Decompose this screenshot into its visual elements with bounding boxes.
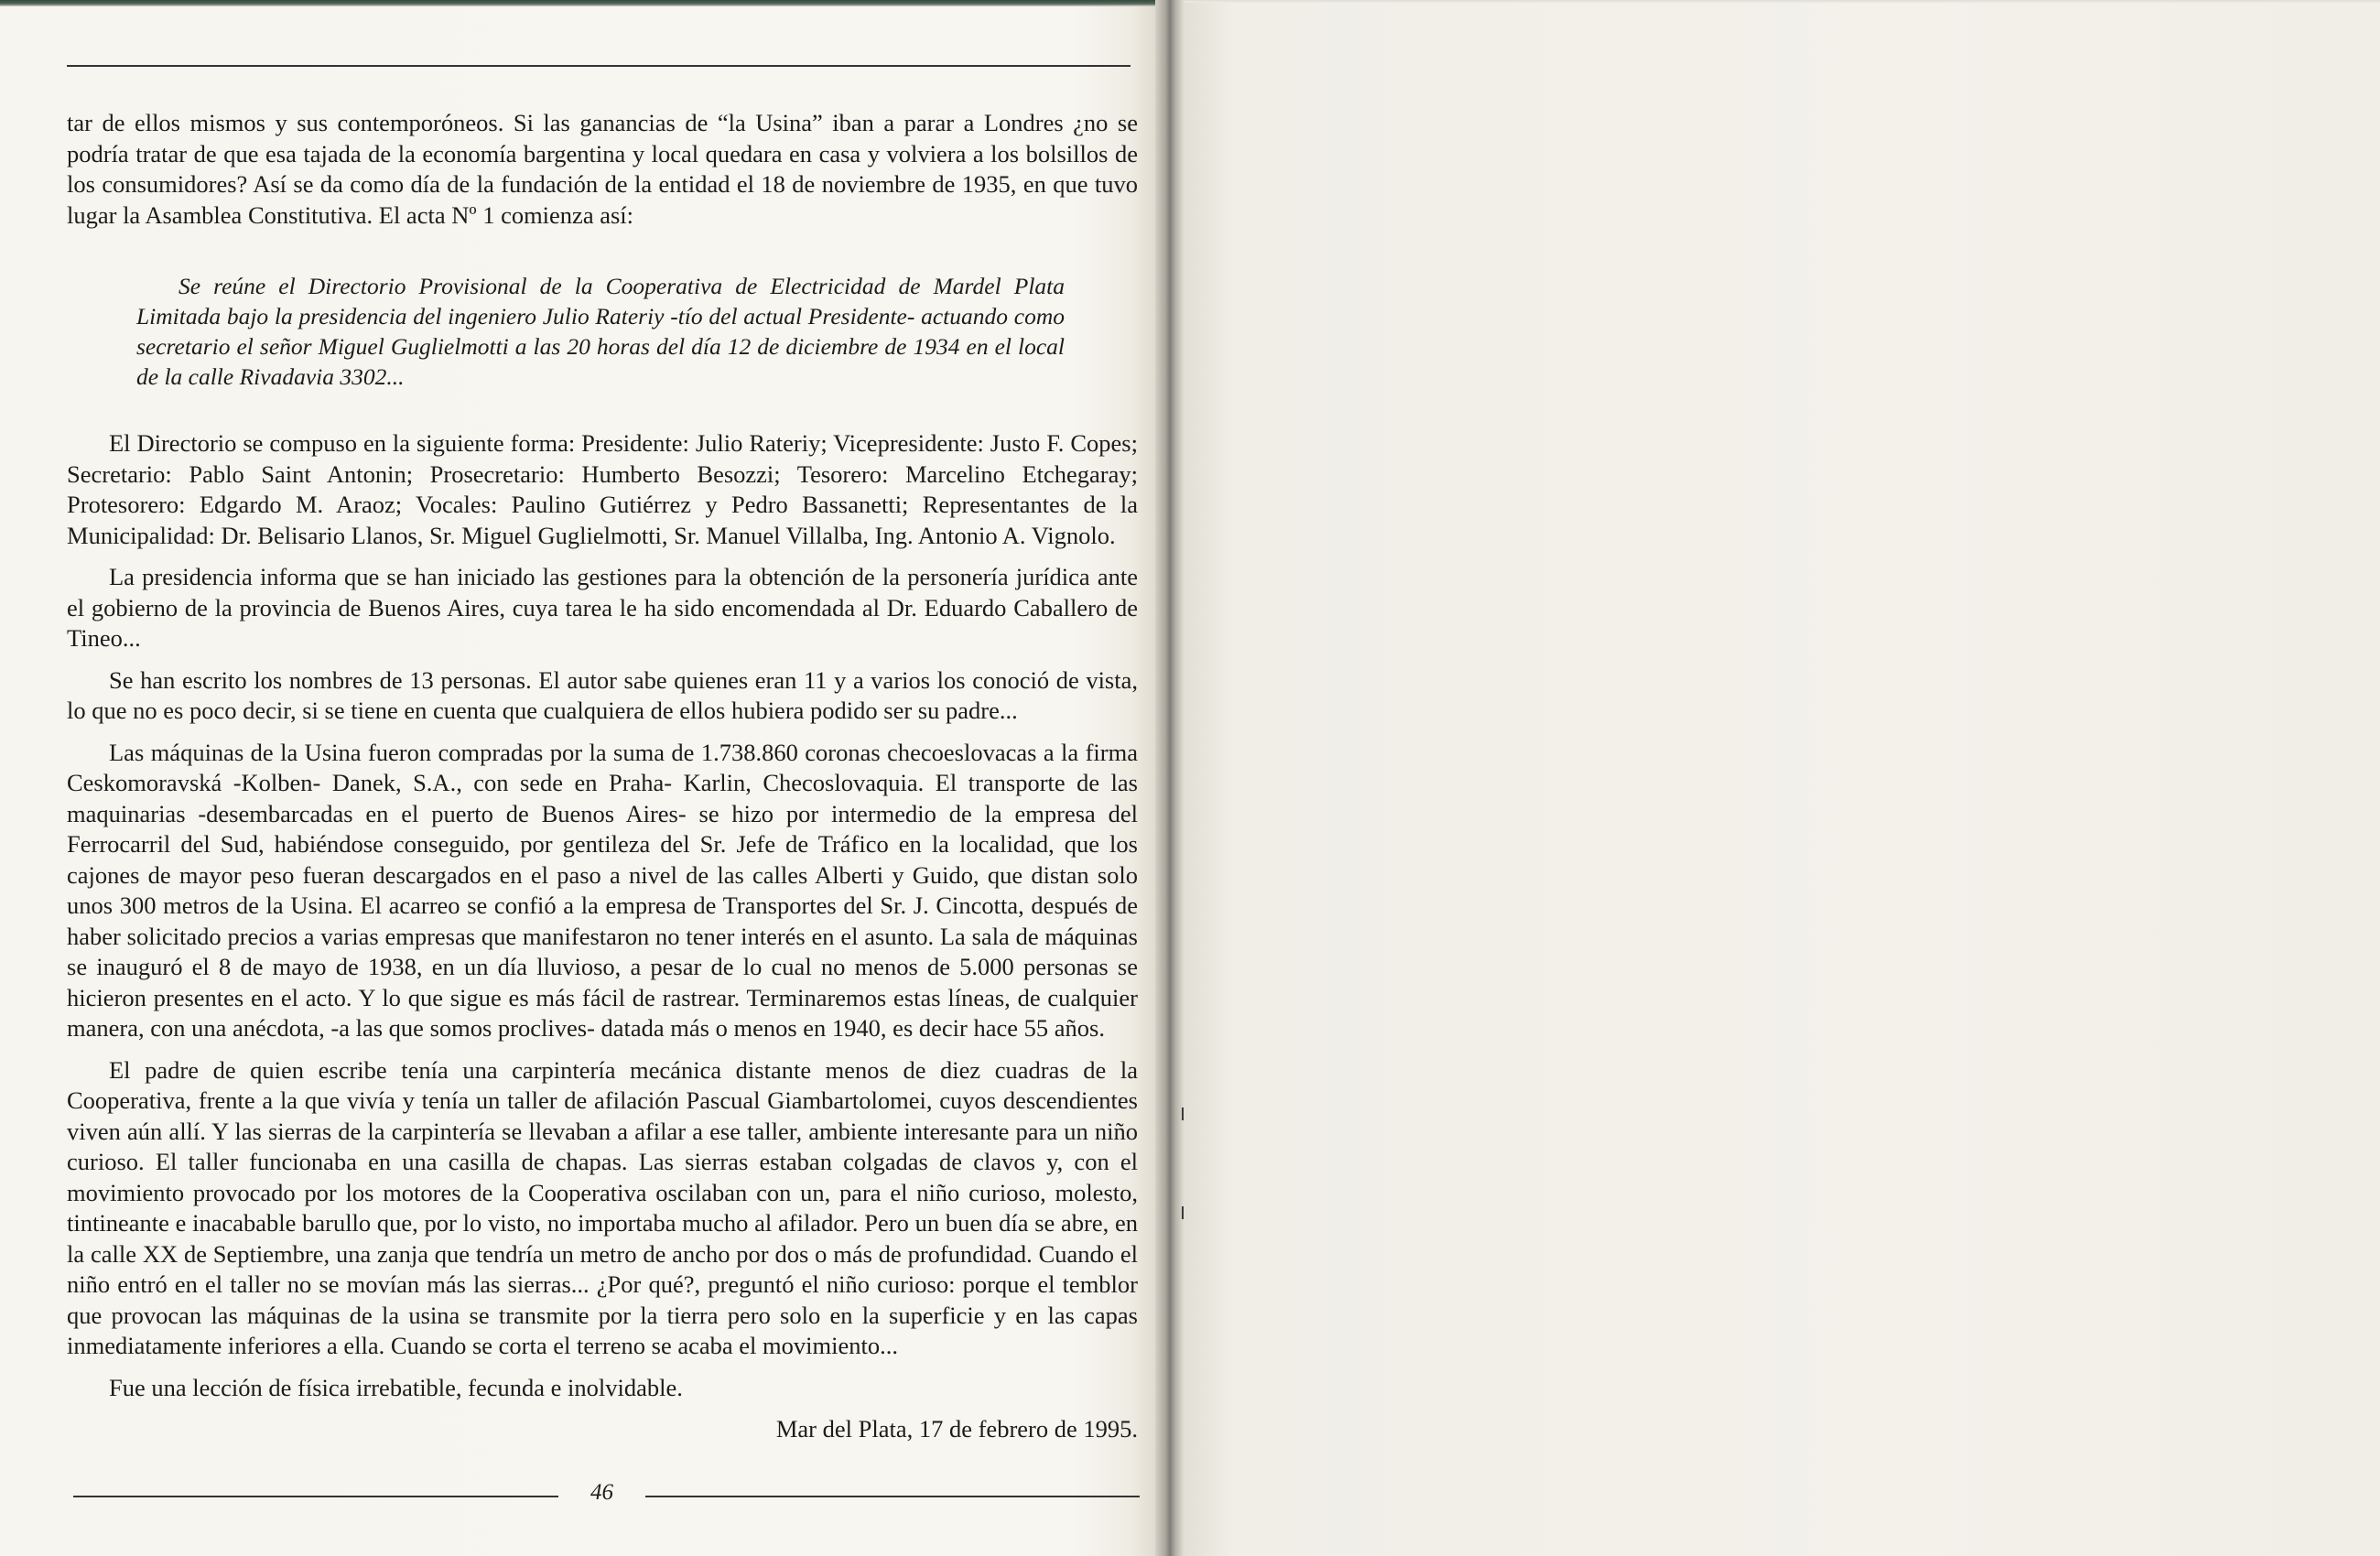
page-edge-mark xyxy=(1176,1108,1184,1120)
paragraph: Fue una lección de física irrebatible, fecunda e inolvidable. xyxy=(109,1373,683,1401)
page-edge-mark xyxy=(1176,1206,1184,1219)
dateline: Mar del Plata, 17 de febrero de 1995. xyxy=(775,1415,1138,1443)
quoted-minutes xyxy=(136,271,1065,392)
footer-rule-left xyxy=(73,1496,558,1497)
paragraph: La presidencia informa que se han iniciado las gestiones para la obtención de la personería jurídica ante el gobierno de la provincia de Buenos Aires, cuya tarea le ha sido encomendada al Dr. Eduardo Caballero de Tineo... xyxy=(67,563,1138,652)
quote-text: Se reúne el Directorio Provisional de la Cooperativa de Electricidad de Mardel Plata Limitada bajo la presidencia del ingeniero Julio Rateriy -tío del actual Presidente- actuando como secretario el señor Miguel Guglielmotti a las 20 horas del día 12 de diciembre de 1934 en el local de la calle Rivadavia 3302... xyxy=(136,273,1065,390)
page-body-text xyxy=(67,108,1138,1456)
paragraph: El Directorio se compuso en la siguiente forma: Presidente: Julio Rateriy; Vicepresidente: Justo F. Copes; Secretario: Pablo Saint Antonin; Prosecretario: Humberto Besozzi; Tesorero: Marcelino Etchegaray; Protesorero: Edgardo M. Araoz; Vocales: Paulino Gutiérrez y Pedro Bassanetti; Representantes de la Municipalidad: Dr. Belisario Llanos, Sr. Miguel Guglielmotti, Sr. Manuel Villalba, Ing. Antonio A. Vignolo. xyxy=(67,429,1138,549)
footer-rule-right xyxy=(645,1496,1140,1497)
paragraph: Se han escrito los nombres de 13 personas. El autor sabe quienes eran 11 y a varios los conoció de vista, lo que no es poco decir, si se tiene en cuenta que cualquiera de ellos hubiera podido ser su padre... xyxy=(67,665,1138,724)
paragraph: tar de ellos mismos y sus contemporóneos. Si las ganancias de “la Usina” iban a parar a Londres ¿no se podría tratar de que esa tajada de la economía bargentina y local quedara en casa y volviera a los bolsillos de los consumidores? Así se da como día de la fundación de la entidad el 18 de noviembre de 1935, en que tuvo lugar la Asamblea Constitutiva. El acta Nº 1 comienza así: xyxy=(67,109,1138,229)
book-top-edge xyxy=(0,0,1167,6)
page-number: 46 xyxy=(590,1480,613,1505)
book-gutter xyxy=(1155,0,1185,1556)
paragraph: Las máquinas de la Usina fueron compradas por la suma de 1.738.860 coronas checoeslovacas a la firma Ceskomoravská -Kolben- Danek, S.A., con sede en Praha- Karlin, Checoslovaquia. El transporte de las maquinarias -desembarcadas en el puerto de Buenos Aires- se hizo por intermedio de la empresa del Ferrocarril del Sud, habiéndose conseguido, por gentileza del Sr. Jefe de Tráfico en la localidad, que los cajones de mayor peso fueran descargados en el paso a nivel de las calles Alberti y Guido, que distan solo unos 300 metros de la Usina. El acarreo se confió a la empresa de Transportes del Sr. J. Cincotta, después de haber solicitado precios a varias empresas que manifestaron no tener interés en el asunto. La sala de máquinas se inauguró el 8 de mayo de 1938, en un día lluvioso, a pesar de lo cual no menos de 5.000 personas se hicieron presentes en el acto. Y lo que sigue es más fácil de rastrear. Terminaremos estas líneas, de cualquier manera, con una anécdota, -a las que somos proclives- datada más o menos en 1940, es decir hace 55 años. xyxy=(67,738,1138,1042)
header-rule xyxy=(67,65,1130,67)
right-page-blank xyxy=(1185,3,2380,1556)
paragraph: El padre de quien escribe tenía una carpintería mecánica distante menos de diez cuadras de la Cooperativa, frente a la que vivía y tenía un taller de afilación Pascual Giambartolomei, cuyos descendientes viven aún allí. Y las sierras de la carpintería se llevaban a afilar a ese taller, ambiente interesante para un niño curioso. El taller funcionaba en una casilla de chapas. Las sierras estaban colgadas de clavos y, con el movimiento provocado por los motores de la Cooperativa oscilaban con un, para el niño curioso, molesto, tintineante e inacabable barullo que, por lo visto, no importaba mucho al afilador. Pero un buen día se abre, en la calle XX de Septiembre, una zanja que tendría un metro de ancho por dos o más de profundidad. Cuando el niño entró en el taller no se movían más las sierras... ¿Por qué?, preguntó el niño curioso: porque el temblor que provocan las máquinas de la usina se transmite por la tierra pero solo en la superficie y en las capas inmediatamente inferiores a ella. Cuando se corta el terreno se acaba el movimiento... xyxy=(67,1055,1138,1359)
